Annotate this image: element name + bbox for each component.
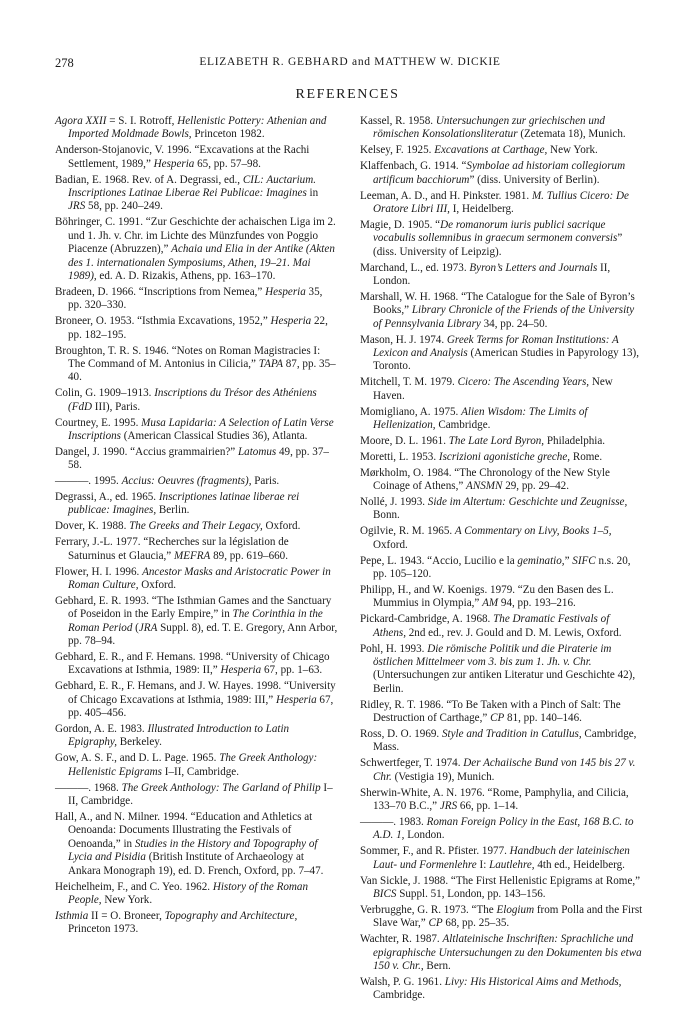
reference-entry: Verbrugghe, G. R. 1973. “The Elogium from Polla and the First Slave War,” CP 68, pp. 25–35. (360, 903, 643, 930)
reference-entry: Anderson-Stojanovic, V. 1996. “Excavations at the Rachi Settlement, 1989,” Hesperia 65, pp. 57–98. (55, 144, 310, 170)
reference-entry: Dover, K. 1988. The Greeks and Their Legacy, Oxford. (55, 520, 301, 533)
reference-entry: Sommer, F., and R. Pfister. 1977. Handbuch der lateinischen Laut- und Formenlehre I: Lautlehre, 4th ed., Heidelberg. (360, 845, 630, 871)
reference-entry: Broughton, T. R. S. 1946. “Notes on Roman Magistracies I: The Command of M. Antonius in Cilicia,” TAPA 87, pp. 35–40. (55, 344, 336, 384)
reference-entry: Ross, D. O. 1969. Style and Tradition in Catullus, Cambridge, Mass. (360, 728, 637, 754)
reference-entry: Gordon, A. E. 1983. Illustrated Introduction to Latin Epigraphy, Berkeley. (55, 723, 290, 749)
reference-entry: Bradeen, D. 1966. “Inscriptions from Nemea,” Hesperia 35, pp. 320–330. (55, 285, 323, 312)
reference-entry: Ferrary, J.-L. 1977. “Recherches sur la législation de Saturninus et Glaucia,” MEFRA 89, pp. 619–660. (55, 536, 289, 562)
reference-entry: Pepe, L. 1943. “Accio, Lucilio e la geminatio,” SIFC n.s. 20, pp. 105–120. (360, 554, 631, 581)
reference-entry: Moore, D. L. 1961. The Late Lord Byron, Philadelphia. (360, 434, 606, 447)
section-title: REFERENCES (295, 87, 400, 102)
reference-entry: Pickard-Cambridge, A. 1968. The Dramatic Festivals of Athens, 2nd ed., rev. J. Gould and D. M. Lewis, Oxford. (360, 613, 622, 639)
reference-entry: Mason, H. J. 1974. Greek Terms for Roman Institutions: A Lexicon and Analysis (American Studies in Papyrology 13), Toronto. (360, 333, 640, 373)
reference-entry: Nollé, J. 1993. Side im Altertum: Geschichte und Zeugnisse, Bonn. (360, 496, 628, 522)
reference-entry: Dangel, J. 1990. “Accius grammairien?” Latomus 49, pp. 37–58. (55, 445, 329, 472)
reference-entry: Mørkholm, O. 1984. “The Chronology of the New Style Coinage of Athens,” ANSMN 29, pp. 29–42. (360, 466, 610, 493)
reference-entry: Walsh, P. G. 1961. Livy: His Historical Aims and Methods, Cambridge. (360, 975, 622, 1002)
reference-entry: Leeman, A. D., and H. Pinkster. 1981. M. Tullius Cicero: De Oratore Libri III, I, Heidelberg. (360, 189, 629, 215)
reference-entry: Mitchell, T. M. 1979. Cicero: The Ascending Years, New Haven. (360, 376, 613, 402)
reference-entry: Schwertfeger, T. 1974. Der Achaiische Bund von 145 bis 27 v. Chr. (Vestigia 19), Munich. (360, 757, 636, 783)
reference-entry: Klaffenbach, G. 1914. “Symbolae ad historiam collegiorum artificum bacchiorum” (diss. University of Berlin). (360, 160, 626, 186)
reference-entry: Marshall, W. H. 1968. “The Catalogue for the Sale of Byron’s Books,” Library Chronicle of the Friends of the University of Pennsylvania Library 34, pp. 24–50. (360, 290, 635, 330)
reference-entry: Gebhard, E. R. 1993. “The Isthmian Games and the Sanctuary of Poseidon in the Early Empire,” in The Corinthia in the Roman Period (JRA Suppl. 8), ed. T. E. Gregory, Ann Arbor, pp. 78–94. (55, 594, 338, 648)
reference-entry: Sherwin-White, A. N. 1976. “Rome, Pamphylia, and Cilicia, 133–70 B.C.,” JRS 66, pp. 1–14. (360, 786, 629, 813)
references-left-column (55, 115, 338, 939)
reference-entry: Ogilvie, R. M. 1965. A Commentary on Livy, Books 1–5, Oxford. (360, 525, 612, 551)
reference-entry: Broneer, O. 1953. “Isthmia Excavations, 1952,” Hesperia 22, pp. 182–195. (55, 315, 328, 341)
reference-entry: Gow, A. S. F., and D. L. Page. 1965. The Greek Anthology: Hellenistic Epigrams I–II, Cambridge. (55, 752, 318, 778)
reference-entry: Momigliano, A. 1975. Alien Wisdom: The Limits of Hellenization, Cambridge. (360, 405, 588, 432)
reference-entry: Isthmia II = O. Broneer, Topography and Architecture, Princeton 1973. (55, 909, 298, 936)
reference-entry: ———. 1968. The Greek Anthology: The Garland of Philip I–II, Cambridge. (55, 781, 333, 808)
reference-entry: ———. 1995. Accius: Oeuvres (fragments), Paris. (55, 475, 280, 488)
reference-entry: Flower, H. I. 1996. Ancestor Masks and Aristocratic Power in Roman Culture, Oxford. (55, 565, 331, 591)
reference-entry: Wachter, R. 1987. Altlateinische Inschriften: Sprachliche und epigraphische Untersuchungen zu den Dokumenten bis etwa 150 v. Chr., Bern. (360, 933, 642, 973)
running-head: ELIZABETH R. GEBHARD and MATTHEW W. DICKIE (199, 56, 501, 68)
page-number: 278 (55, 56, 74, 70)
reference-entry: Gebhard, E. R., F. Hemans, and J. W. Hayes. 1998. “University of Chicago Excavations at Isthmia, 1989: III,” Hesperia 67, pp. 405–456. (55, 680, 336, 720)
reference-entry: Philipp, H., and W. Koenigs. 1979. “Zu den Basen des L. Mummius in Olympia,” AM 94, pp. 193–216. (360, 584, 614, 610)
reference-entry: Moretti, L. 1953. Iscrizioni agonistiche greche, Rome. (360, 450, 603, 463)
references-right-column (360, 115, 643, 1005)
reference-entry: Badian, E. 1968. Rev. of A. Degrassi, ed., CIL: Auctarium. Inscriptiones Latinae Liberae Rei Publicae: Imagines in JRS 58, pp. 240–249. (55, 173, 319, 213)
reference-entry: Colin, G. 1909–1913. Inscriptions du Trésor des Athéniens (FdD III), Paris. (55, 387, 317, 413)
page-header (55, 56, 645, 72)
reference-entry: Kassel, R. 1958. Untersuchungen zur griechischen und römischen Konsolationsliteratur (Zetemata 18), Munich. (360, 115, 626, 141)
reference-entry: Marchand, L., ed. 1973. Byron’s Letters and Journals II, London. (360, 261, 611, 287)
reference-entry: Degrassi, A., ed. 1965. Inscriptiones latinae liberae rei publicae: Imagines, Berlin. (55, 491, 300, 517)
reference-entry: Kelsey, F. 1925. Excavations at Carthage, New York. (360, 144, 598, 157)
reference-entry: Heichelheim, F., and C. Yeo. 1962. History of the Roman People, New York. (55, 880, 309, 906)
reference-entry: Böhringer, C. 1991. “Zur Geschichte der achaischen Liga im 2. und 1. Jh. v. Chr. im Lichte des Münzfundes von Poggio Piacenze (Abruzzen),” Achaia und Elia in der Antike (Akten des 1. internationalen Symposiums, Athen, 19–21. Mai 1989), ed. A. D. Rizakis, Athens, pp. 163–170. (55, 216, 336, 282)
reference-entry: Pohl, H. 1993. Die römische Politik und die Piraterie im östlichen Mittelmeer vom 3. bis zum 1. Jh. v. Chr. (Untersuchungen zur antiken Literatur und Geschichte 42), Berlin. (360, 642, 636, 695)
reference-entry: Hall, A., and N. Milner. 1994. “Education and Athletics at Oenoanda: Documents Illustrating the Festivals of Oenoanda,” in Studies in the History and Topography of Lycia and Pisidia (British Institute of Archaeology at Ankara Monograph 19), ed. D. French, Oxford, pp. 7–47. (55, 811, 324, 877)
reference-entry: Van Sickle, J. 1988. “The First Hellenistic Epigrams at Rome,” BICS Suppl. 51, London, pp. 143–156. (360, 874, 641, 901)
reference-entry: Magie, D. 1905. “De romanorum iuris publici sacrique vocabulis sollemnibus in graecum sermonem conversis” (diss. University of Leipzig). (360, 218, 623, 258)
reference-entry: Agora XXII = S. I. Rotroff, Hellenistic Pottery: Athenian and Imported Moldmade Bowls, Princeton 1982. (55, 115, 327, 141)
reference-entry: Ridley, R. T. 1986. “To Be Taken with a Pinch of Salt: The Destruction of Carthage,” CP 81, pp. 140–146. (360, 698, 621, 725)
reference-entry: Courtney, E. 1995. Musa Lapidaria: A Selection of Latin Verse Inscriptions (American Classical Studies 36), Atlanta. (55, 416, 334, 442)
reference-entry: Gebhard, E. R., and F. Hemans. 1998. “University of Chicago Excavations at Isthmia, 1989: II,” Hesperia 67, pp. 1–63. (55, 651, 330, 677)
reference-entry: ———. 1983. Roman Foreign Policy in the East, 168 B.C. to A.D. 1, London. (360, 816, 634, 842)
